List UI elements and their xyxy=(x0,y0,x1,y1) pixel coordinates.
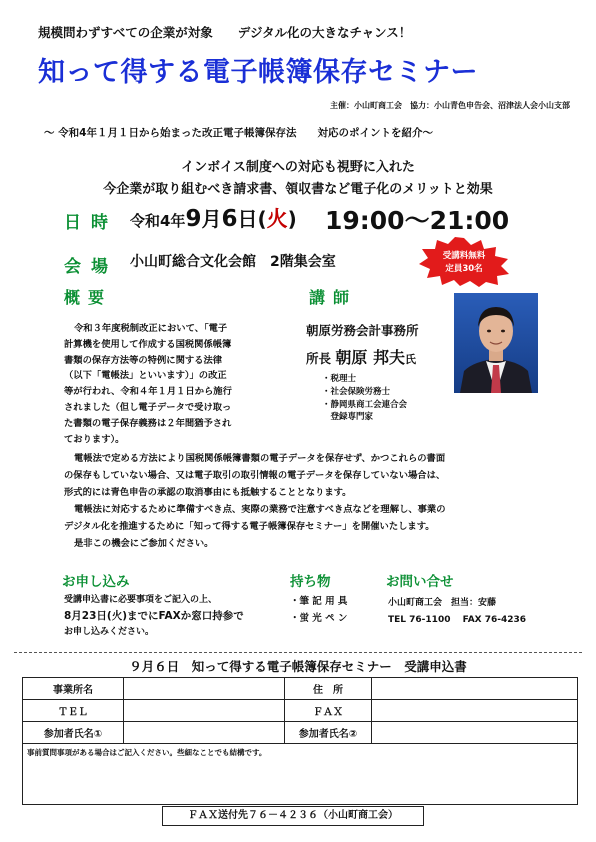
lecturer-photo xyxy=(454,293,538,393)
date-weekday: 火 xyxy=(266,207,288,231)
qualification-item: 登録専門家 xyxy=(322,412,374,423)
organizers: 主催：小山町商工会 協力：小山青色申告会、沼津法人会小山支部 xyxy=(330,101,570,110)
date-era: 令和4年 xyxy=(130,212,186,230)
apply-line: お申し込みください。 xyxy=(64,626,155,637)
badge-line-1: 受講料無料 xyxy=(442,251,486,261)
page-title: 知って得する電子帳簿保存セミナー xyxy=(38,57,478,88)
body-line: 電帳法に対応するために準備すべき点、実際の業務で注意すべき点などを理解し、事業の xyxy=(74,504,446,515)
overview-line: 計算機を使用して作成する国税関係帳簿 xyxy=(64,338,232,350)
body-line: 形式的には青色申告の承認の取消事由にも抵触することとなります。 xyxy=(64,487,352,498)
apply-line: 受講申込書に必要事項をご記入の上、 xyxy=(64,595,218,605)
body-line: 是非この機会にご参加ください。 xyxy=(74,538,214,549)
overview-line: 等が行われ、令和４年１月１日から施行 xyxy=(64,386,232,398)
lead-line-1: インボイス制度への対応も視野に入れた xyxy=(181,160,415,175)
overview-line: ております）。 xyxy=(64,433,125,445)
event-time: 19:00〜21:00 xyxy=(325,206,510,235)
overview-label: 概要 xyxy=(64,288,113,307)
tel-field[interactable] xyxy=(124,700,285,722)
table-row xyxy=(23,700,578,722)
participant2-field[interactable] xyxy=(372,722,578,744)
overview-line: 令和３年度税制改正において、「電子 xyxy=(74,323,228,334)
free-admission-badge xyxy=(418,237,510,287)
date-month: 9 xyxy=(185,206,202,232)
lecturer-office: 朝原労務会計事務所 xyxy=(306,323,419,338)
overview-line: た書類の電子保存義務は２年間猶予され xyxy=(64,417,232,429)
overview-body xyxy=(64,450,446,552)
date-day: 6 xyxy=(221,206,238,232)
contact-line: 小山町商工会 担当：安藤 xyxy=(388,598,497,608)
item-entry: ・蛍 光 ペ ン xyxy=(290,613,348,624)
company-label: 事業所名 xyxy=(23,678,124,700)
item-entry: ・筆 記 用 具 xyxy=(290,596,348,607)
lead-line-2: 今企業が取り組むべき請求書、領収書など電子化のメリットと効果 xyxy=(103,182,493,197)
starburst-icon xyxy=(418,237,510,287)
participant1-label: 参加者氏名① xyxy=(23,722,124,744)
form-title: ９月６日 知って得する電子帳簿保存セミナー 受講申込書 xyxy=(129,659,467,674)
cut-line xyxy=(14,652,582,653)
date-day-unit: 日 xyxy=(237,207,258,231)
subtitle: 〜 令和4年１月１日から始まった改正電子帳簿保存法 対応のポイントを紹介〜 xyxy=(44,127,433,139)
apply-instructions xyxy=(64,593,244,640)
lecturer-label: 講師 xyxy=(309,288,358,307)
date-month-unit: 月 xyxy=(201,207,222,231)
fax-field[interactable] xyxy=(372,700,578,722)
table-row xyxy=(23,722,578,744)
apply-label: お申し込み xyxy=(62,574,130,590)
overview-line: 書類の保存方法等の特例に関する法律 xyxy=(64,354,223,366)
table-row xyxy=(23,744,578,805)
overview-line: （以下「電帳法」といいます）」の改正 xyxy=(64,370,227,382)
participant2-label: 参加者氏名② xyxy=(285,722,372,744)
contact-line: TEL 76-1100 FAX 76-4236 xyxy=(388,615,527,625)
dow-open: ( xyxy=(257,207,267,231)
qualification-item: ・社会保険労務士 xyxy=(322,386,391,397)
portrait-icon xyxy=(454,293,538,393)
items-list xyxy=(290,593,347,627)
lecturer-qualifications xyxy=(322,373,407,424)
badge-line-2: 定員30名 xyxy=(445,264,483,274)
address-label: 住 所 xyxy=(285,678,372,700)
overview-line: されました（但し電子データで受け取っ xyxy=(64,401,232,413)
qualification-item: ・税理士 xyxy=(322,374,357,384)
items-label: 持ち物 xyxy=(290,574,331,590)
apply-line: 8月23日(火)までにFAXか窓口持参で xyxy=(64,609,244,622)
questions-field[interactable] xyxy=(23,744,578,805)
tagline: 規模問わずすべての企業が対象 デジタル化の大きなチャンス！ xyxy=(38,25,412,40)
application-form xyxy=(22,677,578,805)
body-line: デジタル化を推進するために「知って得する電子帳簿保存セミナー」を開催いたします。 xyxy=(64,521,435,532)
dow-close: ) xyxy=(287,207,297,231)
overview-paragraph xyxy=(64,321,272,447)
venue-text: 小山町総合文化会館 2階集会室 xyxy=(130,254,336,270)
company-field[interactable] xyxy=(124,678,285,700)
fax-destination: ＦＡＸ送付先７６－４２３６（小山町商工会） xyxy=(162,806,424,826)
lecturer-fullname: 朝原 邦夫 xyxy=(335,348,405,367)
body-line: の保存もしていない場合、又は電子取引の取引情報の電子データを保存していない場合は、 xyxy=(64,470,446,481)
fax-label: ＦＡＸ xyxy=(285,700,372,722)
lecturer-title: 所長 xyxy=(306,351,332,366)
tel-label: ＴＥＬ xyxy=(23,700,124,722)
participant1-field[interactable] xyxy=(124,722,285,744)
lecturer-name xyxy=(306,345,416,368)
body-line: 電帳法で定める方法により国税関係帳簿書類の電子データを保存せず、かつこれらの書面 xyxy=(74,453,446,464)
lecturer-honorific: 氏 xyxy=(404,353,416,366)
qualification-item: ・静岡県商工会連合会 xyxy=(322,399,408,410)
date-label: 日時 xyxy=(64,213,118,233)
event-date xyxy=(130,203,297,233)
contact-label: お問い合せ xyxy=(386,574,454,590)
questions-label: 事前質問事項がある場合はご記入ください。些細なことでも結構です。 xyxy=(27,748,267,757)
table-row xyxy=(23,678,578,700)
contact-info xyxy=(388,595,526,629)
address-field[interactable] xyxy=(372,678,578,700)
venue-label: 会場 xyxy=(64,257,118,277)
